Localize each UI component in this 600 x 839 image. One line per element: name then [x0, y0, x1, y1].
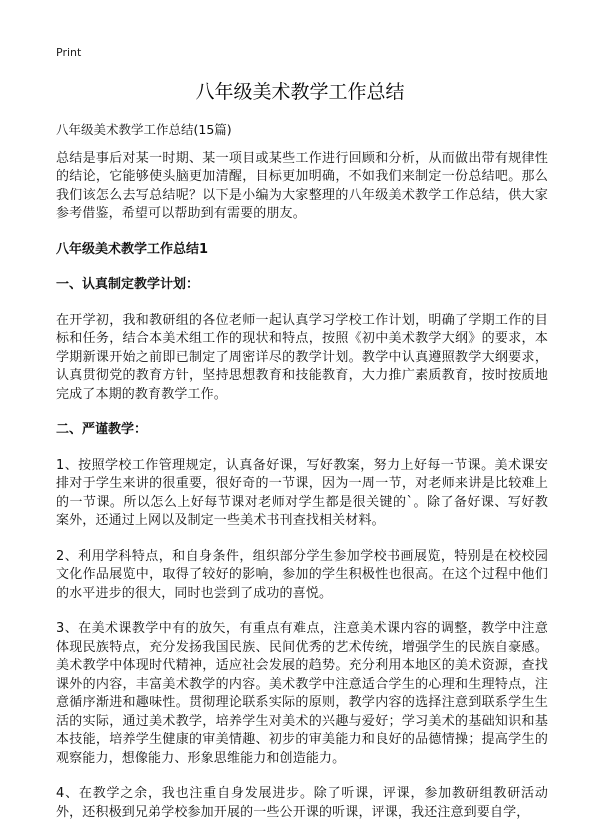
section-title: 八年级美术教学工作总结1 — [56, 241, 209, 257]
print-link[interactable]: Print — [56, 46, 82, 59]
page-title: 八年级美术教学工作总结 — [195, 81, 405, 103]
heading-plan: 一、认真制定教学计划： — [56, 277, 200, 292]
list-item-1: 1、按照学校工作管理规定，认真备好课，写好教案，努力上好每一节课。美术课安排对于学生来讲的很重要，很好奇的一节课，因为一周一节，对老师来讲是比较难上的一节课。所以怎么上好每节课对老师对学生都是很关键的`。除了备好课、写好教案外，还通过上网以及制定一些美术书刊查找相关材料。 — [56, 457, 548, 528]
document-subtitle: 八年级美术教学工作总结(15篇) — [56, 122, 232, 137]
list-item-4: 4、在教学之余，我也注重自身发展进步。除了听课，评课，参加教研组教研活动外，还积极到兄弟学校参加开展的一些公开课的听课，评课，我还注意到要自学， — [56, 786, 548, 820]
document-body — [56, 121, 548, 839]
list-item-2: 2、利用学科特点，和自身条件，组织部分学生参加学校书画展览，特别是在校校园文化作品展览中，取得了较好的影响，参加的学生积极性也很高。在这个过程中他们的水平进步的很大，同时也尝到了成功的喜悦。 — [56, 548, 548, 601]
intro-paragraph: 总结是事后对某一时期、某一项目或某些工作进行回顾和分析，从而做出带有规律性的结论，它能够使头脑更加清醒，目标更加明确，不如我们来制定一份总结吧。那么我们该怎么去写总结呢？以下是小编为大家整理的八年级美术教学工作总结，供大家参考借鉴，希望可以帮助到有需要的朋友。 — [56, 150, 548, 221]
paragraph-plan: 在开学初，我和教研组的各位老师一起认真学习学校工作计划，明确了学期工作的目标和任务，结合本美术组工作的现状和特点，按照《初中美术教学大纲》的要求，本学期新课开始之前即已制定了周密详尽的教学计划。教学中认真遵照教学大纲要求，认真贯彻党的教育方针，坚持思想教育和技能教育，大力推广素质教育，按时按质地完成了本期的教育教学工作。 — [56, 312, 548, 402]
list-item-3: 3、在美术课教学中有的放矢，有重点有难点，注意美术课内容的调整，教学中注意体现民族特点，充分发扬我国民族、民间优秀的艺术传统，增强学生的民族自豪感。美术教学中体现时代精神，适应社会发展的趋势。充分利用本地区的美术资源，查找课外的内容，丰富美术教学的内容。美术教学中注意适合学生的心理和生理特点，注意循序渐进和趣味性。贯彻理论联系实际的原则，教学内容的选择注意到联系学生生活的实际，通过美术教学，培养学生对美术的兴趣与爱好；学习美术的基础知识和基本技能，培养学生健康的审美情趣、初步的审美能力和良好的品德情操；提高学生的观察能力，想像能力、形象思维能力和创造能力。 — [56, 621, 548, 766]
heading-teaching: 二、严谨教学： — [56, 422, 148, 437]
